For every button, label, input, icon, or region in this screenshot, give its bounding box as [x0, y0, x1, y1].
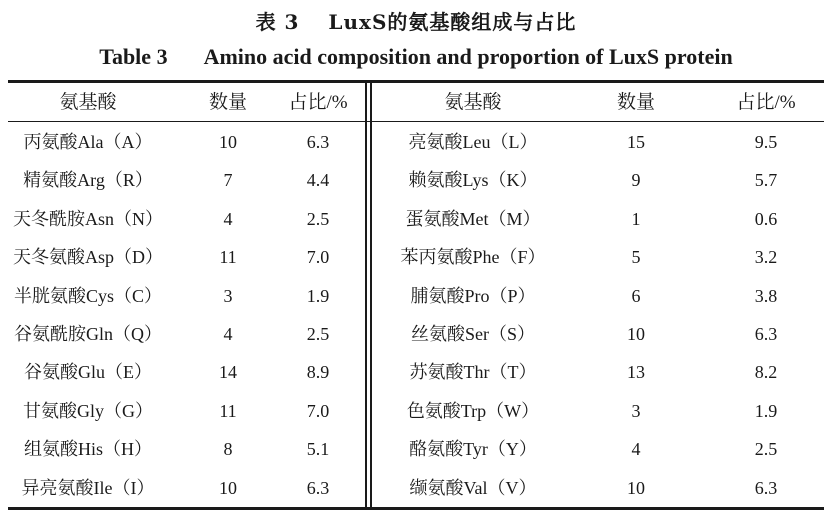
cell-count: 4: [223, 208, 233, 229]
cell-amino-acid: 色氨酸Trp（W）: [406, 400, 540, 421]
header-amino-acid: 氨基酸: [59, 92, 117, 113]
cell-count: 6: [631, 285, 641, 306]
cell-count: 5: [631, 247, 641, 268]
cell-proportion: 4.4: [306, 170, 330, 191]
header-proportion: 占比/%: [288, 92, 348, 113]
cell-amino-acid: 精氨酸Arg（R）: [23, 170, 153, 191]
table-caption-text: Amino acid composition and proportion of LuxS protein: [203, 44, 733, 69]
cell-count: 4: [631, 439, 641, 460]
cell-count: 10: [627, 477, 645, 498]
cell-count: 3: [223, 285, 233, 306]
cell-count: 15: [627, 132, 645, 152]
header-row: [8, 83, 824, 122]
cell-proportion: 1.9: [306, 285, 330, 306]
cell-amino-acid: 天冬酰胺Asn（N）: [12, 208, 163, 229]
cell-proportion: 8.9: [306, 362, 330, 383]
cell-proportion: 7.0: [306, 400, 330, 421]
table-row: [8, 161, 824, 200]
cell-count: 10: [627, 324, 645, 344]
cell-amino-acid: 谷氨酰胺Gln（Q）: [14, 324, 162, 344]
cell-proportion: 9.5: [754, 132, 778, 152]
table-row: [8, 238, 824, 277]
table-row: [8, 430, 824, 469]
cell-amino-acid: 缬氨酸Val（V）: [409, 477, 537, 498]
cell-amino-acid: 苏氨酸Thr（T）: [409, 362, 537, 383]
cell-proportion: 6.3: [754, 477, 778, 498]
cell-amino-acid: 丝氨酸Ser（S）: [410, 324, 535, 344]
cell-proportion: 0.6: [754, 208, 778, 229]
cell-count: 9: [631, 170, 641, 191]
cell-proportion: 3.8: [754, 285, 778, 306]
cell-proportion: 1.9: [754, 400, 778, 421]
cell-amino-acid: 亮氨酸Leu（L）: [408, 132, 538, 152]
cell-amino-acid: 脯氨酸Pro（P）: [410, 285, 536, 306]
table-row: [8, 353, 824, 392]
cell-count: 13: [627, 362, 645, 383]
cell-count: 14: [219, 362, 237, 383]
table-row: [8, 200, 824, 239]
header-count: 数量: [616, 92, 655, 113]
cell-count: 10: [219, 132, 237, 152]
cell-amino-acid: 苯丙氨酸Phe（F）: [400, 247, 546, 268]
header-proportion: 占比/%: [736, 92, 796, 113]
cell-count: 11: [219, 400, 237, 421]
cell-count: 10: [219, 477, 237, 498]
cell-proportion: 7.0: [306, 247, 330, 268]
cell-amino-acid: 组氨酸His（H）: [23, 439, 152, 460]
cell-count: 8: [223, 439, 233, 460]
header-count: 数量: [208, 92, 247, 113]
cell-proportion: 6.3: [306, 132, 330, 152]
cell-amino-acid: 甘氨酸Gly（G）: [23, 400, 153, 421]
cell-proportion: 2.5: [754, 439, 778, 460]
cell-amino-acid: 蛋氨酸Met（M）: [405, 208, 541, 229]
cell-count: 3: [631, 400, 641, 421]
cell-amino-acid: 赖氨酸Lys（K）: [408, 170, 538, 191]
header-amino-acid: 氨基酸: [444, 92, 502, 113]
cell-count: 7: [223, 170, 233, 191]
cell-proportion: 5.1: [306, 439, 330, 460]
cell-count: 1: [631, 208, 641, 229]
cell-proportion: 8.2: [754, 362, 778, 383]
cell-amino-acid: 丙氨酸Ala（A）: [23, 132, 153, 152]
cell-amino-acid: 半胱氨酸Cys（C）: [13, 285, 163, 306]
cell-proportion: 2.5: [306, 324, 330, 344]
table-row: [8, 469, 824, 508]
cell-proportion: 5.7: [754, 170, 778, 191]
cell-amino-acid: 酪氨酸Tyr（Y）: [409, 439, 537, 460]
table-row: [8, 315, 824, 354]
cell-count: 4: [223, 324, 233, 344]
table-title-chinese: 表 3 LuxS的氨基酸组成与占比: [255, 10, 577, 34]
cell-amino-acid: 谷氨酸Glu（E）: [24, 362, 152, 383]
cell-amino-acid: 异亮氨酸Ile（I）: [21, 477, 155, 498]
cell-count: 11: [219, 247, 237, 268]
table-row: [8, 123, 824, 162]
cell-amino-acid: 天冬氨酸Asp（D）: [12, 247, 163, 268]
cell-proportion: 2.5: [306, 208, 330, 229]
table-row: [8, 277, 824, 316]
amino-acid-table: [8, 80, 824, 510]
cell-proportion: 3.2: [754, 247, 778, 268]
table-row: [8, 392, 824, 431]
cell-proportion: 6.3: [306, 477, 330, 498]
table-number-label: Table 3: [99, 44, 168, 69]
cell-proportion: 6.3: [754, 324, 778, 344]
table-title-english: [0, 44, 832, 70]
